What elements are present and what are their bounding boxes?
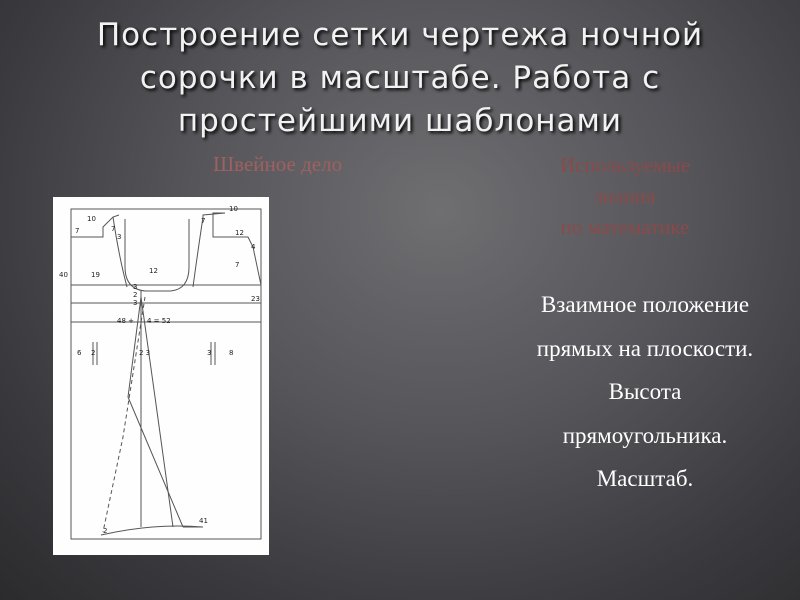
- drawing-label: 19: [91, 271, 100, 279]
- drawing-label: 7: [75, 227, 80, 235]
- drawing-label: 10: [229, 205, 238, 213]
- topic-item: прямоугольника.: [562, 422, 728, 448]
- grid-frame: [71, 209, 261, 539]
- drawing-label: 7: [201, 217, 206, 225]
- slide-title-line-3: простейшими шаблонами: [177, 103, 623, 139]
- drawing-label: 3: [117, 233, 122, 241]
- drawing-label: 3: [133, 299, 138, 307]
- maths-heading-line-3: по математике: [560, 215, 690, 239]
- slide-title-line-1: Построение сетки чертежа ночной: [96, 17, 704, 53]
- topic-item: Взаимное положение: [540, 292, 750, 317]
- topic-item: Высота: [608, 379, 682, 404]
- drawing-label: 10: [87, 215, 96, 223]
- flare-cross-line: [128, 297, 183, 527]
- drawing-label: 12: [149, 267, 158, 275]
- drawing-label: 7: [111, 225, 116, 233]
- drawing-label: 2: [91, 349, 96, 357]
- drawing-label: 48 +: [117, 317, 134, 325]
- maths-heading: [510, 150, 740, 243]
- maths-topics: [490, 283, 800, 501]
- drawing-label: 3: [133, 283, 138, 291]
- drawing-label: 2: [133, 291, 138, 299]
- subject-label: Швейное дело: [213, 152, 343, 176]
- drawing-label: 12: [235, 229, 244, 237]
- pattern-drawing: [53, 197, 269, 555]
- front-shoulder: [203, 213, 253, 247]
- drawing-label: 2 3: [139, 349, 151, 357]
- drawing-label: 8: [229, 349, 234, 357]
- slide-title-line-2: сорочки в масштабе. Работа с: [139, 60, 661, 96]
- drawing-label: 7: [235, 261, 240, 269]
- topic-item: Масштаб.: [596, 466, 694, 491]
- neckline: [125, 219, 189, 291]
- drawing-label: 3: [207, 349, 212, 357]
- drawing-label: 6: [77, 349, 82, 357]
- drawing-label: 23: [251, 295, 260, 303]
- slide-title: [40, 14, 760, 143]
- drawing-label: 41: [199, 517, 208, 525]
- front-armhole: [193, 217, 206, 287]
- maths-heading-line-2: знания: [594, 184, 656, 208]
- drawing-label: 40: [59, 271, 68, 279]
- pattern-drawing-svg: [53, 197, 269, 555]
- drawing-label: 2: [103, 527, 108, 535]
- flare-dashed-line: [103, 297, 145, 532]
- drawing-label: 4 = 52: [147, 317, 171, 325]
- drawing-label: 4: [251, 243, 256, 251]
- maths-heading-line-1: Используемые: [559, 153, 691, 177]
- topic-item: прямых на плоскости.: [536, 335, 754, 361]
